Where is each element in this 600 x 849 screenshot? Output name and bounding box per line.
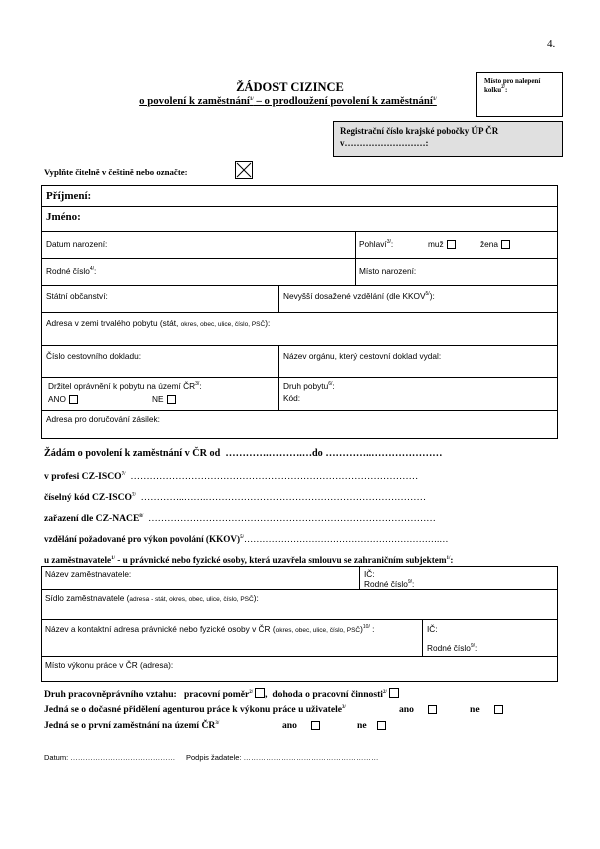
- first-job-no-checkbox[interactable]: [377, 721, 386, 730]
- page-number: 4.: [547, 38, 556, 50]
- signature-field[interactable]: Podpis žadatele: ………………………………………………: [186, 753, 379, 762]
- date-field[interactable]: Datum: ……………………………………: [44, 753, 176, 762]
- residence-yes-option[interactable]: ANO: [48, 394, 78, 404]
- example-checkbox: [235, 161, 253, 179]
- residence-no-checkbox[interactable]: [167, 395, 176, 404]
- residence-no-option[interactable]: NE: [152, 394, 176, 404]
- contact-address-label: Název a kontaktní adresa právnické nebo fyzické osoby v ČR (okres, obec, ulice, číslo, PSČ)$^{10/}$ :: [45, 624, 375, 634]
- delivery-address-label: Adresa pro doručování zásilek:: [46, 414, 160, 424]
- residence-yes-checkbox[interactable]: [69, 395, 78, 404]
- passport-number-label: Číslo cestovního dokladu:: [46, 351, 142, 361]
- surname-label: Příjmení:: [46, 190, 92, 202]
- profession-line: v profesi $CZ-ISCO^{7/}$ ………………………………………………………………………………: [44, 471, 419, 482]
- work-place-label: Místo výkonu práce v ČR (adresa):: [45, 660, 174, 670]
- agreement-checkbox[interactable]: [389, 688, 399, 698]
- first-job-line: Jedná se o první zaměstnání na území $ČR^{3/}$: [44, 720, 220, 731]
- contact-birth-number-label: Rodné číslo$^{9/}$:: [427, 643, 478, 653]
- education-label: Nevyšší dosažené vzdělání (dle $KKOV^{5/}$):: [283, 291, 435, 301]
- agency-no-option[interactable]: ne: [470, 704, 503, 715]
- stamp-box: Místo pro nalepení kolku$^{2/}$:: [476, 72, 563, 117]
- residence-holder-label: Držitel oprávnění k pobytu na území $ČR^{3/}$:: [48, 381, 202, 391]
- birth-number-label: Rodné číslo$^{4/}$:: [46, 266, 97, 276]
- sex-label: Pohlaví$^{3/}$:: [359, 239, 394, 249]
- first-job-yes-option[interactable]: ano: [282, 720, 320, 731]
- agency-yes-checkbox[interactable]: [428, 705, 437, 714]
- female-checkbox[interactable]: [501, 240, 510, 249]
- request-period-line: Žádám o povolení k zaměstnání v ČR od ………….……….…do …………..…………………: [44, 448, 443, 459]
- registration-box: Registrační číslo krajské pobočky ÚP ČR v………………………:: [333, 121, 563, 157]
- required-education-line: vzdělání požadované pro výkon povolání (KKOV)$^{5/}$……………………………………………………….…: [44, 534, 449, 544]
- agency-line: Jedná se o dočasné přidělení agenturou práce k výkonu práce u uživatele$^{3/}$: [44, 704, 346, 715]
- first-name-label: Jméno:: [46, 211, 81, 223]
- employer-birth-number-label: Rodné číslo$^{9/}$:: [364, 579, 415, 589]
- isco-code-line: číselný kód $CZ-ISCO^{7/}$ …………..…….……………………………………………………………: [44, 492, 427, 503]
- contact-ic-label: IČ:: [427, 624, 438, 634]
- agency-no-checkbox[interactable]: [494, 705, 503, 714]
- employer-ic-label: IČ:: [364, 569, 375, 579]
- relation-line: Druh pracovněprávního vztahu: pracovní poměr$^{2/}$ , dohoda o pracovní činnosti$^{2/}$: [44, 688, 399, 700]
- agency-yes-option[interactable]: ano: [399, 704, 437, 715]
- instruction-text: Vyplňte čitelně v češtině nebo označte:: [44, 167, 188, 177]
- nace-line: zařazení dle $CZ-NACE^{8/}$ ………………………………………………………………………………: [44, 513, 436, 524]
- first-job-no-option[interactable]: ne: [357, 720, 386, 731]
- birth-place-label: Místo narození:: [359, 266, 417, 276]
- employer-intro-line: u zaměstnavatele$^{1/}$ - u právnické nebo fyzické osoby, která uzavřela smlouvu se zahraničním subjektem$^{1/}$:: [44, 555, 454, 565]
- passport-authority-label: Název orgánu, který cestovní doklad vydal:: [283, 351, 442, 361]
- form-title: ŽÁDOST CIZINCE: [236, 80, 344, 94]
- form-subtitle: o povolení k zaměstnání$^{1/}$ – o prodloužení povolení k zaměstnání$^{1/}$: [139, 95, 437, 107]
- male-option[interactable]: muž: [428, 239, 456, 249]
- birth-date-label: Datum narození:: [46, 239, 108, 249]
- citizenship-label: Státní občanství:: [46, 291, 108, 301]
- employer-name-label: Název zaměstnavatele:: [45, 569, 132, 579]
- first-job-yes-checkbox[interactable]: [311, 721, 320, 730]
- residence-type-label: Druh pobytu$^{6/}$:: [283, 381, 335, 391]
- contract-checkbox[interactable]: [255, 688, 265, 698]
- permanent-address-label: Adresa v zemi trvalého pobytu (stát, okres, obec, ulice, číslo, PSČ):: [46, 318, 271, 328]
- male-checkbox[interactable]: [447, 240, 456, 249]
- residence-code-label: Kód:: [283, 393, 301, 403]
- employer-seat-label: Sídlo zaměstnavatele (adresa - stát, okres, obec, ulice, číslo, PSČ):: [45, 593, 259, 603]
- female-option[interactable]: žena: [480, 239, 510, 249]
